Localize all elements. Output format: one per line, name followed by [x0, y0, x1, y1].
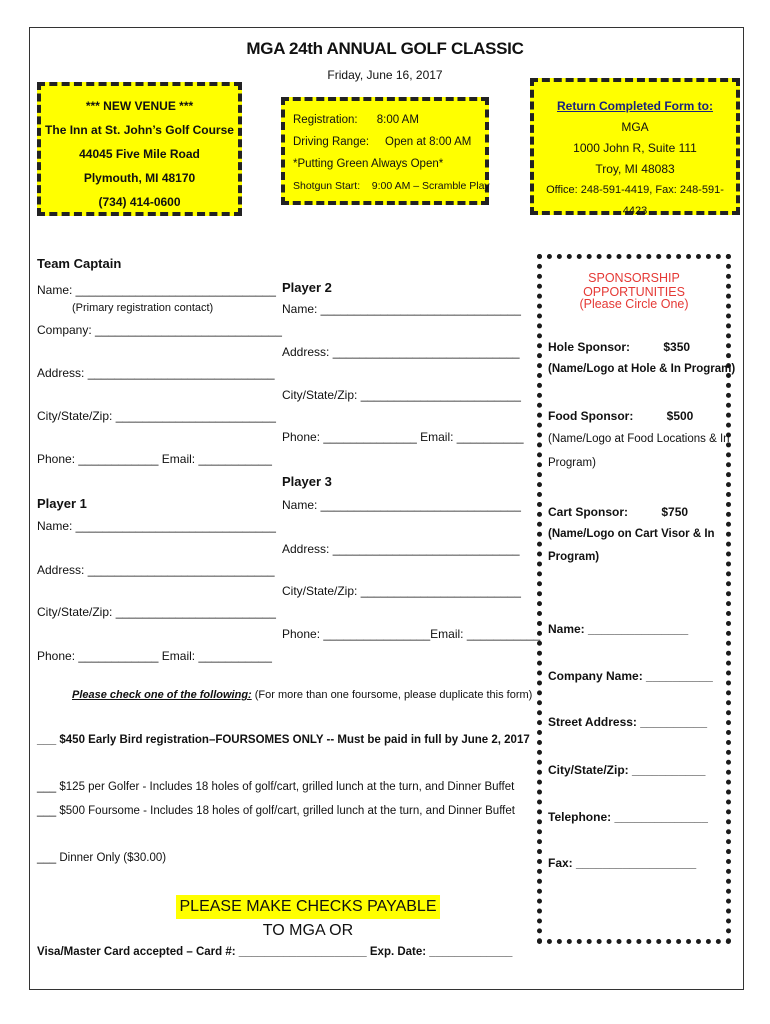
- sponsor-company-field[interactable]: Company Name: __________: [548, 669, 713, 683]
- schedule-line: Registration: 8:00 AM: [293, 114, 419, 126]
- sponsorship-subtitle: (Please Circle One): [579, 297, 689, 311]
- hole-sponsor-option[interactable]: Hole Sponsor: $350: [548, 340, 691, 354]
- form-title: MGA 24th ANNUAL GOLF CLASSIC: [246, 39, 524, 58]
- player1-name-field[interactable]: Name: ______________________________: [37, 519, 276, 533]
- credit-card-line[interactable]: Visa/Master Card accepted – Card #: ____________________ Exp. Date: _____________: [37, 946, 513, 958]
- player1-heading: Player 1: [37, 496, 87, 511]
- food-sponsor-desc: (Name/Logo at Food Locations & In: [548, 433, 730, 445]
- captain-phone-email-field[interactable]: Phone: ____________ Email: ___________: [37, 452, 272, 466]
- venue-box: [37, 82, 242, 216]
- foursome-option[interactable]: ___ $500 Foursome - Includes 18 holes of golf/cart, grilled lunch at the turn, and Dinner Buffet: [37, 805, 515, 817]
- captain-city-field[interactable]: City/State/Zip: ________________________: [37, 409, 276, 423]
- hole-sponsor-desc: (Name/Logo at Hole & In Program): [548, 363, 736, 375]
- return-line: Office: 248-591-4419, Fax: 248-591-4423: [546, 184, 724, 217]
- player2-address-field[interactable]: Address: ____________________________: [282, 345, 520, 359]
- player2-name-field[interactable]: Name: ______________________________: [282, 302, 521, 316]
- per-golfer-option[interactable]: ___ $125 per Golfer - Includes 18 holes of golf/cart, grilled lunch at the turn, and Dinner Buffet: [37, 781, 515, 793]
- return-address-box: [530, 78, 740, 215]
- schedule-line: *Putting Green Always Open*: [293, 158, 444, 170]
- player2-city-field[interactable]: City/State/Zip: ________________________: [282, 388, 521, 402]
- options-instruction: [72, 689, 532, 701]
- player1-city-field[interactable]: City/State/Zip: ________________________: [37, 605, 276, 619]
- return-line: 1000 John R, Suite 111: [573, 141, 697, 155]
- captain-address-field[interactable]: Address: ____________________________: [37, 366, 275, 380]
- player3-heading: Player 3: [282, 474, 332, 489]
- player2-phone-email-field[interactable]: Phone: ______________ Email: __________: [282, 430, 524, 444]
- sponsorship-title: SPONSORSHIP OPPORTUNITIES: [583, 271, 685, 299]
- venue-line: 44045 Five Mile Road: [79, 147, 200, 161]
- options-instruction-underlined: Please check one of the following:: [72, 689, 252, 701]
- sponsor-street-field[interactable]: Street Address: __________: [548, 715, 707, 729]
- sponsor-city-field[interactable]: City/State/Zip: ___________: [548, 763, 706, 777]
- venue-line: (734) 414-0600: [98, 195, 181, 209]
- cart-sponsor-option[interactable]: Cart Sponsor: $750: [548, 505, 689, 519]
- player3-address-field[interactable]: Address: ____________________________: [282, 542, 520, 556]
- checks-payable-banner: PLEASE MAKE CHECKS PAYABLE TO MGA OR: [176, 895, 440, 919]
- schedule-line: Driving Range: Open at 8:00 AM: [293, 136, 472, 148]
- options-instruction-note: (For more than one foursome, please duplicate this form): [254, 689, 533, 701]
- schedule-box: [281, 97, 489, 205]
- venue-line: *** NEW VENUE ***: [85, 99, 194, 113]
- primary-contact-note: (Primary registration contact): [72, 302, 214, 314]
- food-sponsor-option[interactable]: Food Sponsor: $500: [548, 409, 694, 423]
- sponsor-name-field[interactable]: Name: _______________: [548, 622, 689, 636]
- return-heading: Return Completed Form to:: [557, 99, 713, 113]
- food-sponsor-desc: Program): [548, 457, 596, 469]
- return-line: MGA: [621, 120, 649, 134]
- sponsor-telephone-field[interactable]: Telephone: ______________: [548, 810, 708, 824]
- captain-name-field[interactable]: Name: ______________________________: [37, 283, 276, 297]
- captain-company-field[interactable]: Company: ____________________________: [37, 323, 282, 337]
- schedule-line: Shotgun Start: 9:00 AM – Scramble Play: [293, 180, 490, 192]
- event-date: Friday, June 16, 2017: [327, 68, 443, 82]
- player1-address-field[interactable]: Address: ____________________________: [37, 563, 275, 577]
- player2-heading: Player 2: [282, 280, 332, 295]
- player1-phone-email-field[interactable]: Phone: ____________ Email: ___________: [37, 649, 272, 663]
- player3-city-field[interactable]: City/State/Zip: ________________________: [282, 584, 521, 598]
- player3-name-field[interactable]: Name: ______________________________: [282, 498, 521, 512]
- cart-sponsor-desc: (Name/Logo on Cart Visor & In: [548, 528, 715, 540]
- sponsor-fax-field[interactable]: Fax: __________________: [548, 856, 697, 870]
- team-captain-heading: Team Captain: [37, 256, 122, 271]
- player3-phone-email-field[interactable]: Phone: ________________Email: ___________: [282, 627, 541, 641]
- sponsorship-box: [537, 254, 736, 944]
- return-line: Troy, MI 48083: [595, 162, 675, 176]
- dinner-only-option[interactable]: ___ Dinner Only ($30.00): [37, 852, 167, 864]
- venue-line: The Inn at St. John’s Golf Course: [45, 123, 234, 137]
- early-bird-option[interactable]: ___ $450 Early Bird registration–FOURSOMES ONLY -- Must be paid in full by June 2, 2017: [37, 734, 530, 746]
- venue-line: Plymouth, MI 48170: [83, 171, 196, 185]
- cart-sponsor-desc: Program): [548, 551, 600, 563]
